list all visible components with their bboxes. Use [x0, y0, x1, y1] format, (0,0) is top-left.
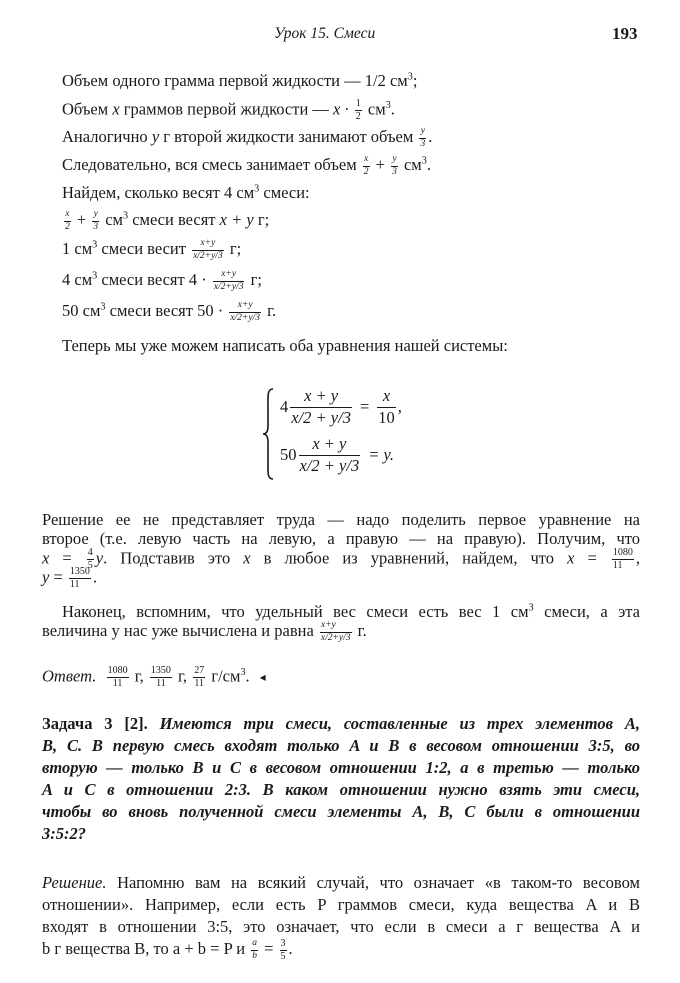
- fraction-three-fifths: $\frac{3}{5}$: [280, 937, 286, 962]
- fraction-1350-11: $\frac{1350}{11}$: [150, 665, 171, 689]
- finally-line-2: величина у нас уже вычислена и равна $\frac{x+y}{x/2+y/3}$ г.: [42, 620, 367, 643]
- fraction-eq1-lhs: $\frac{x + y}{x/2 + y/3}$: [291, 386, 351, 427]
- solution-line-4: y = $\frac{1350}{11}$ .: [42, 566, 98, 590]
- fraction-y-over-3: $\frac{y}{3}$: [93, 209, 99, 232]
- equation-2: 50 $\frac{x + y}{x/2 + y/3}$ = y.: [280, 434, 395, 475]
- text-line-5: Найдем, сколько весят 4 $см^3$ смеси:: [62, 183, 310, 202]
- fraction-1350-11: $\frac{1350}{11}$: [69, 566, 90, 590]
- fraction-eq1-rhs: $\frac{x}{10}$: [378, 386, 395, 427]
- fraction-1080-11: $\frac{1080}{11}$: [107, 665, 128, 689]
- text-line-8: 4 $см^3$ смеси весят 4 · $\frac{x+y}{x/2+y/3}$ г;: [62, 269, 262, 292]
- fraction-xy: $\frac{x+y}{x/2+y/3}$: [230, 300, 260, 323]
- task-line-1: Задача 3 [2]. Имеются три смеси, составленные из трех элементов A,: [42, 714, 640, 733]
- running-header: Урок 15. Смеси: [274, 25, 376, 42]
- fraction-1080-11: $\frac{1080}{11}$: [612, 547, 633, 571]
- task-paragraph: Задача 3 [2]. Имеются три смеси, составленные из трех элементов A, B, C. В первую смесь входят только A и B в весовом отношении 3:5, во вторую — только B и C в весовом отношении 1:2, а в третью — только A и C в отношении 2:3. В каком отношении нужно взять эти смеси, чтобы во вновь полученной смеси элементы A, B, C были в отношении 3:5:2?: [42, 714, 640, 843]
- hint-label: Решение.: [42, 873, 107, 892]
- page-number: 193: [612, 24, 638, 43]
- task-label: Задача 3 [2].: [42, 714, 148, 733]
- fraction-a-over-b: $\frac{a}{b}$: [252, 938, 257, 961]
- text-line-4: Следовательно, вся смесь занимает объем $\frac{x}{2}$ + $\frac{y}{3}$ $см^3$.: [62, 154, 431, 177]
- hint-line-4: b г вещества B, то a + b = P и $\frac{a}{b}$ = $\frac{3}{5}$ .: [42, 937, 293, 962]
- hint-paragraph: Решение. Напомню вам на всякий случай, что означает «в таком-то весовом отношении». Например, если есть P граммов смеси, куда вещества A и B входят в отношении 3:5, это означает, что если в смеси a г вещества A и b г вещества B, то a + b = P и $\frac{a}{b}$ = $\frac{3}{5}$ .: [42, 873, 640, 962]
- finally-paragraph: [42, 602, 640, 645]
- fraction-x-over-2: $\frac{x}{2}$: [65, 209, 70, 232]
- fraction-y-over-3: $\frac{y}{3}$: [420, 126, 426, 149]
- left-brace: [262, 388, 274, 480]
- text-line-1: Объем одного грамма первой жидкости — 1/2 $см^3$;: [62, 71, 418, 90]
- text-line-6: $\frac{x}{2}$ + $\frac{y}{3}$ $см^3$ смеси весят x + y г;: [65, 209, 270, 232]
- fraction-eq2-lhs: $\frac{x + y}{x/2 + y/3}$: [299, 434, 360, 475]
- solution-paragraph: Решение ее не представляет труда — надо поделить первое уравнение на второе (т.е. левую часть на левую, а правую — на правую). Получим, что x = $\frac{4}{5}$ y. Подставив это x в любое из уравнений, найдем, что x = $\frac{1080}{11}$ , y = $\frac{1350}{11}$ .: [42, 510, 641, 590]
- fraction-one-half: $\frac{1}{2}$: [355, 98, 361, 122]
- text-line-3: Аналогично y г второй жидкости занимают объем $\frac{y}{3}$ .: [62, 126, 433, 149]
- text-line-2: Объем x граммов первой жидкости — x · $\frac{1}{2}$ $см^3$.: [62, 98, 395, 122]
- text-line-7: 1 $см^3$ смеси весит $\frac{x+y}{x/2+y/3}$ г;: [62, 238, 242, 261]
- fraction-27-11: $\frac{27}{11}$: [194, 665, 205, 689]
- fraction-y-over-3: $\frac{y}{3}$: [392, 154, 397, 177]
- fraction-xy: $\frac{x+y}{x/2+y/3}$: [320, 620, 351, 643]
- text-line-9: 50 $см^3$ смеси весят 50 · $\frac{x+y}{x/2+y/3}$ г.: [62, 300, 277, 323]
- hint-line-1: Решение. Напомню вам на всякий случай, что означает «в таком-то весовом: [42, 873, 640, 892]
- text-line-10: Теперь мы уже можем написать оба уравнения нашей системы:: [62, 336, 508, 355]
- line-text: Объем одного грамма первой жидкости — 1/2 см: [62, 71, 408, 90]
- fraction-xy: $\frac{x+y}{x/2+y/3}$: [213, 269, 244, 292]
- equation-1: 4 $\frac{x + y}{x/2 + y/3}$ = $\frac{x}{10}$ ,: [280, 386, 402, 427]
- fraction-four-fifths: $\frac{4}{5}$: [87, 547, 93, 571]
- answer-label: Ответ.: [42, 666, 97, 686]
- end-of-solution-marker: ◂: [259, 670, 266, 685]
- fraction-xy: $\frac{x+y}{x/2+y/3}$: [193, 238, 223, 261]
- fraction-x-over-2: $\frac{x}{2}$: [363, 154, 369, 177]
- answer-line: Ответ. $\frac{1080}{11}$ г, $\frac{1350}{11}$ г, $\frac{27}{11}$ $г/см^3$. ◂: [42, 665, 266, 689]
- finally-line-1: Наконец, вспомним, что удельный вес смеси есть вес 1 $см^3$ смеси, а эта: [62, 602, 641, 621]
- solution-line-3: x = $\frac{4}{5}$ y. Подставив это x в любое из уравнений, найдем, что x = $\frac{1080}{11}$ ,: [42, 547, 641, 571]
